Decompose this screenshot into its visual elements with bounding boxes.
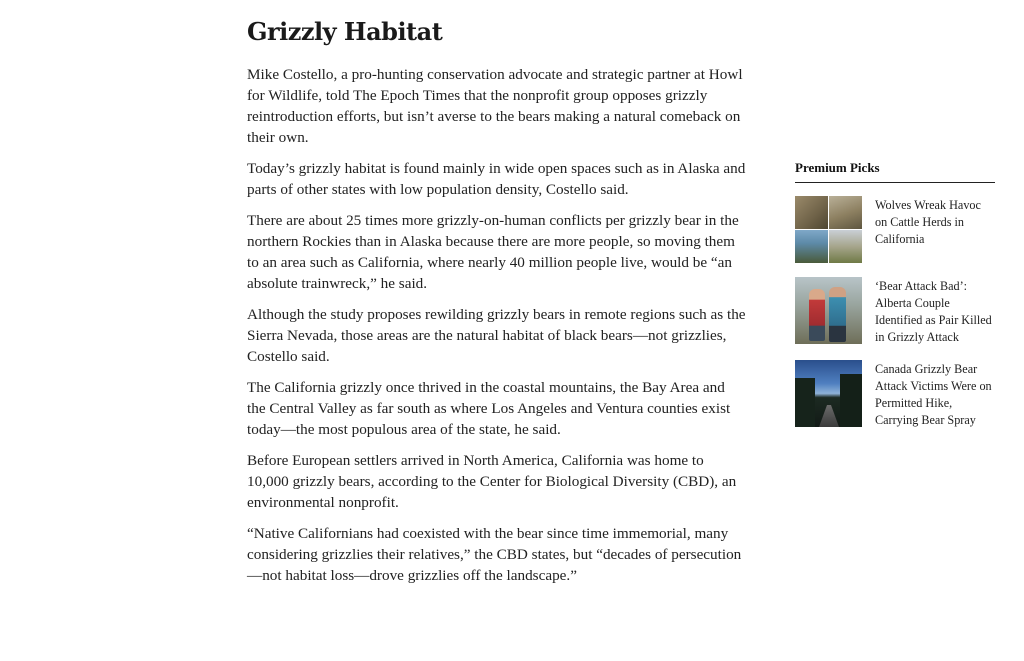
forest-road-image[interactable] [795, 360, 862, 427]
article-paragraph: Although the study proposes rewilding grizzly bears in remote regions such as the Sierra Nevada, those areas are the natural habitat of black bears—not grizzlies, Costello said. [247, 306, 746, 365]
couple-photo-image[interactable] [795, 277, 862, 344]
article-paragraph: There are about 25 times more grizzly-on-human conflicts per grizzly bear in the northern Rockies than in Alaska because there are more people, so moving them to an area such as California, where nearly 40 million people live, would be “an absolute trainwreck,” he said. [247, 212, 739, 292]
wolves-collage-image[interactable] [795, 196, 862, 263]
article-body [247, 14, 747, 596]
premium-pick-item[interactable] [795, 277, 995, 346]
article-paragraph: The California grizzly once thrived in the coastal mountains, the Bay Area and the Central Valley as far south as where Los Angeles and Ventura counties exist today—the most populous area of the state, he said. [247, 379, 731, 438]
premium-pick-title[interactable]: ‘Bear Attack Bad’: Alberta Couple Identified as Pair Killed in Grizzly Attack [875, 279, 992, 344]
premium-pick-item[interactable] [795, 360, 995, 429]
article-paragraph: “Native Californians had coexisted with the bear since time immemorial, many considering grizzlies their relatives,” the CBD states, but “decades of persecution—not habitat loss—drove grizzlies off the landscape.” [247, 525, 742, 584]
premium-picks-sidebar [795, 160, 995, 443]
article-paragraph: Before European settlers arrived in North America, California was home to 10,000 grizzly bears, according to the Center for Biological Diversity (CBD), an environmental nonprofit. [247, 452, 737, 511]
section-heading: Grizzly Habitat [247, 17, 443, 46]
premium-pick-title[interactable]: Wolves Wreak Havoc on Cattle Herds in California [875, 198, 981, 246]
premium-pick-title[interactable]: Canada Grizzly Bear Attack Victims Were on Permitted Hike, Carrying Bear Spray [875, 362, 992, 427]
sidebar-title: Premium Picks [795, 160, 995, 183]
article-paragraph: Today’s grizzly habitat is found mainly in wide open spaces such as in Alaska and parts of other states with low population density, Costello said. [247, 160, 746, 198]
article-paragraph: Mike Costello, a pro-hunting conservation advocate and strategic partner at Howl for Wildlife, told The Epoch Times that the nonprofit group opposes grizzly reintroduction efforts, but isn’t averse to the bears making a natural comeback on their own. [247, 66, 743, 146]
premium-pick-item[interactable] [795, 196, 995, 263]
